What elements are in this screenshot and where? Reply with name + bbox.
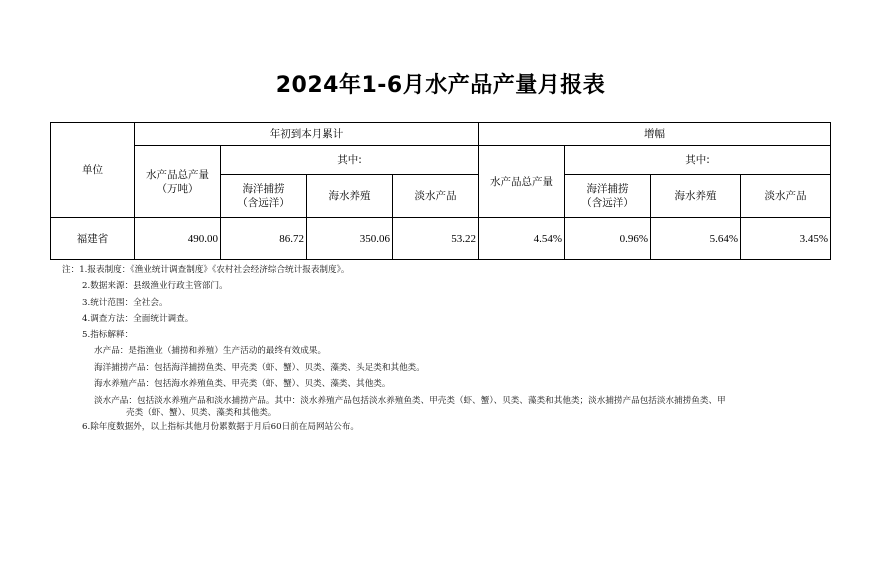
growth-marine-catch-label: 海洋捕捞 xyxy=(586,183,629,195)
freshwater-header: 淡水产品 xyxy=(393,175,479,218)
definition-marine-catch: 海洋捕捞产品：包括海洋捕捞鱼类、甲壳类（虾、蟹）、贝类、藻类、头足类和其他类。 xyxy=(94,362,425,373)
growth-total-cell: 4.54% xyxy=(479,218,565,260)
definition-aquatic-products: 水产品：是指渔业（捕捞和养殖）生产活动的最终有效成果。 xyxy=(94,346,327,357)
growth-total-header: 水产品总产量 xyxy=(479,146,565,218)
row-unit-cell: 福建省 xyxy=(51,218,135,260)
growth-marine-catch-header xyxy=(565,175,651,218)
note-2: 2.数据来源：县级渔业行政主管部门。 xyxy=(82,281,228,292)
definition-freshwater-line-2: 壳类（虾、蟹）、贝类、藻类和其他类。 xyxy=(126,408,277,419)
marine-catch-header xyxy=(221,175,307,218)
note-5: 5.指标解释： xyxy=(82,330,134,341)
growth-mariculture-cell: 5.64% xyxy=(651,218,741,260)
total-output-unit: （万吨） xyxy=(156,182,199,195)
growth-marine-catch-cell: 0.96% xyxy=(565,218,651,260)
definition-freshwater-line-1: 淡水产品：包括淡水养殖产品和淡水捕捞产品。其中：淡水养殖产品包括淡水养殖鱼类、甲壳类（虾、蟹）、贝类、藻类和其他类；淡水捕捞产品包括淡水捕捞鱼类、甲 xyxy=(94,396,726,407)
note-4: 4.调查方法：全面统计调查。 xyxy=(82,313,194,324)
marine-catch-note: （含远洋） xyxy=(237,197,290,209)
mariculture-cell: 350.06 xyxy=(307,218,393,260)
growth-group-header: 增幅 xyxy=(479,123,831,146)
cumulative-subgroup-header: 其中: xyxy=(221,146,479,175)
cumulative-group-header: 年初到本月累计 xyxy=(135,123,479,146)
header-row-2 xyxy=(51,146,831,175)
growth-marine-catch-note: （含远洋） xyxy=(581,197,634,209)
growth-freshwater-header: 淡水产品 xyxy=(741,175,831,218)
note-3: 3.统计范围：全社会。 xyxy=(82,297,168,308)
footnotes xyxy=(62,262,842,436)
marine-catch-cell: 86.72 xyxy=(221,218,307,260)
note-1: 注：1.报表制度：《渔业统计调查制度》《农村社会经济综合统计报表制度》。 xyxy=(62,265,350,275)
mariculture-header: 海水养殖 xyxy=(307,175,393,218)
total-output-label: 水产品总产量 xyxy=(146,168,209,181)
total-output-header xyxy=(135,146,221,218)
definition-freshwater xyxy=(62,395,842,419)
page-title: 2024年1-6月水产品产量月报表 xyxy=(275,73,606,98)
production-report-table xyxy=(50,122,831,260)
header-row-1 xyxy=(51,123,831,146)
table-row xyxy=(51,218,831,260)
total-output-cell: 490.00 xyxy=(135,218,221,260)
definition-mariculture: 海水养殖产品：包括海水养殖鱼类、甲壳类（虾、蟹）、贝类、藻类、其他类。 xyxy=(94,379,391,390)
growth-subgroup-header: 其中: xyxy=(565,146,831,175)
note-6: 6.除年度数据外，以上指标其他月份累数据于月后60日前在局网站公布。 xyxy=(82,422,359,433)
unit-header: 单位 xyxy=(51,123,135,218)
freshwater-cell: 53.22 xyxy=(393,218,479,260)
marine-catch-label: 海洋捕捞 xyxy=(242,183,285,195)
growth-freshwater-cell: 3.45% xyxy=(741,218,831,260)
growth-mariculture-header: 海水养殖 xyxy=(651,175,741,218)
